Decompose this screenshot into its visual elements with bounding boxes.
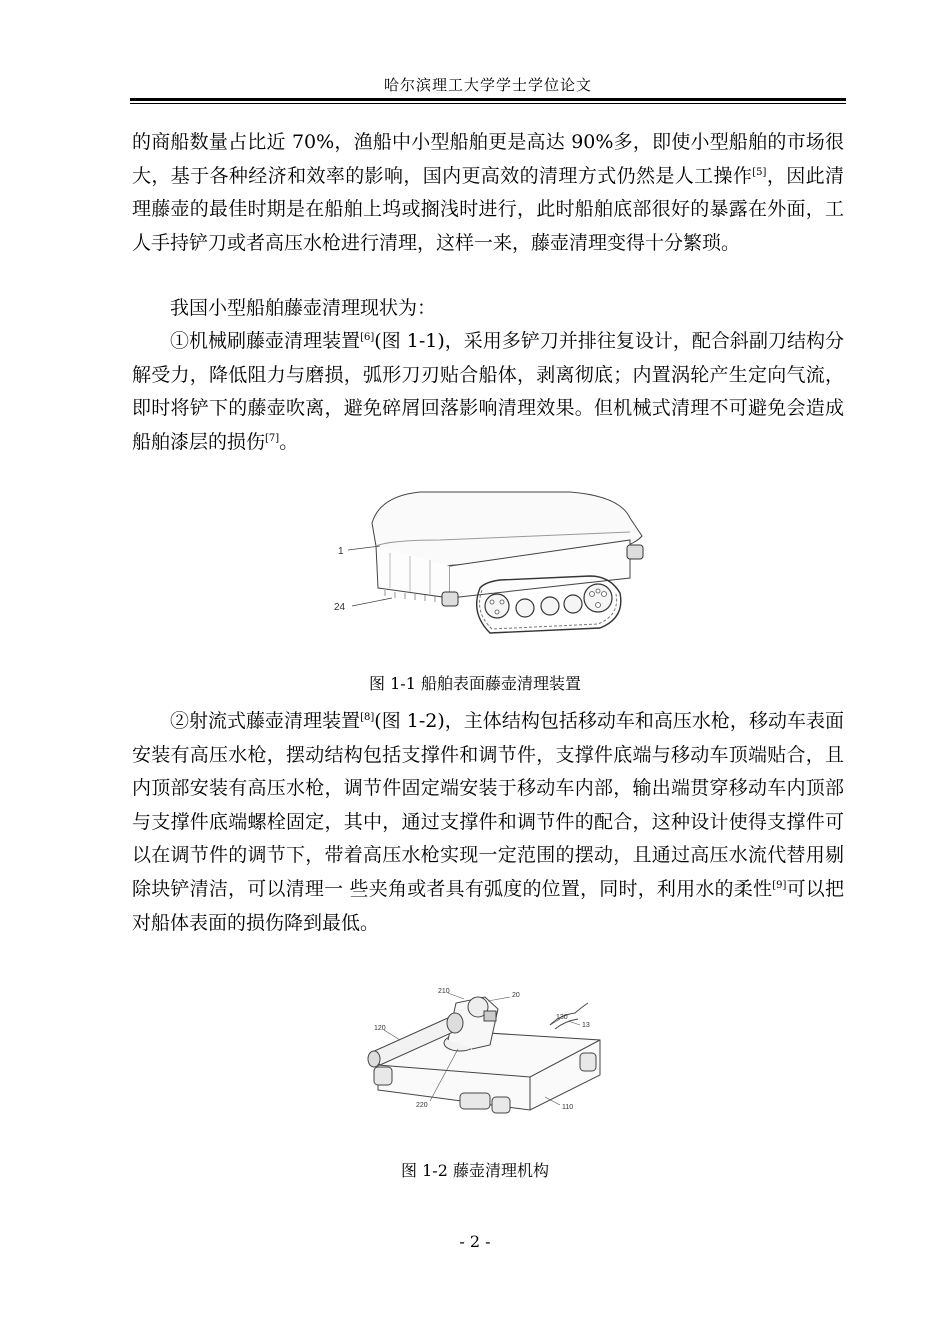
header-rule-thick xyxy=(130,98,846,101)
paragraph-1-text: 的商船数量占比近 70%，渔船中小型船舶更是高达 90%多，即使小型船舶的市场很大，基于各种经济和效率的影响，国内更高效的清理方式仍然是人工操作 xyxy=(132,131,844,187)
figure-1-2-mechanism-drawing xyxy=(360,985,610,1120)
paragraph-3 xyxy=(132,325,844,459)
paragraph-1-text-cont: ，因此清理藤壶的最佳时期是在船舶上坞或搁浅时进行，此时船舶底部很好的暴露在外面，工人手持铲刀或者高压水枪进行清理，这样一来，藤壶清理变得十分繁琐。 xyxy=(132,164,844,254)
paragraph-1 xyxy=(132,126,844,260)
figure-1-2-label-210: 210 xyxy=(438,988,450,995)
figure-1-2-label-130: 130 xyxy=(556,1014,568,1021)
citation-7: [7] xyxy=(265,432,280,444)
citation-6: [6] xyxy=(360,332,375,343)
figure-1-2-label-220: 220 xyxy=(416,1102,428,1109)
paragraph-4 xyxy=(132,705,844,940)
paragraph-3-text-cont: (图 1-1)，采用多铲刀并排往复设计，配合斜副刀结构分解受力，降低阻力与磨损，弧形刀刃贴合船体，剥离彻底；内置涡轮产生定向气流，即时将铲下的藤壶吹离，避免碎屑回落影响清理效果。但机械式清理不可避免会造成船舶漆层的损伤 xyxy=(132,330,844,453)
paragraph-4-text-end: 可以把对船体表面的损伤降到最低。 xyxy=(132,877,844,934)
page-number: - 2 - xyxy=(459,1232,491,1251)
header-rule-thin xyxy=(130,103,846,104)
figure-1-2-caption: 图 1-2 藤壶清理机构 xyxy=(401,1161,549,1180)
paragraph-4-text-cont: (图 1-2)，主体结构包括移动车和高压水枪，移动车表面安装有高压水枪，摆动结构包括支撑件和调节件，支撑件底端与移动车顶端贴合，且内顶部安装有高压水枪，调节件固定端安装于移动车内部，输出端贯穿移动车内顶部与支撑件底端螺栓固定，其中，通过支撑件和调节件的配合，这种设计使得支撑件可以在调节件的调节下，带着高压水枪实现一定范围的摆动，且通过高压水流代替用剔除块铲清洁，可以清理一 些夹角或者具有弧度的位置，同时，利用水的柔性 xyxy=(132,710,844,900)
figure-1-1-device-drawing xyxy=(330,488,660,648)
figure-1-1-caption: 图 1-1 船舶表面藤壶清理装置 xyxy=(369,674,581,693)
figure-1-2-label-13: 13 xyxy=(582,1022,590,1029)
figure-1-2-label-20: 20 xyxy=(512,992,520,999)
paragraph-2: 我国小型船舶藤壶清理现状为： xyxy=(170,297,437,319)
figure-1-2-label-120: 120 xyxy=(374,1025,386,1032)
figure-1-2-label-110: 110 xyxy=(562,1104,574,1111)
running-header: 哈尔滨理工大学学士学位论文 xyxy=(383,76,592,94)
paragraph-3-text-end: 。 xyxy=(279,430,299,453)
paragraph-3-text: ①机械刷藤壶清理装置 xyxy=(170,330,361,352)
citation-8: [8] xyxy=(360,712,375,723)
citation-9: [9] xyxy=(772,879,787,891)
citation-5: [5] xyxy=(752,166,767,178)
figure-1-1-label-1: 1 xyxy=(338,546,344,557)
figure-1-1-label-24: 24 xyxy=(334,602,346,613)
paragraph-4-text: ②射流式藤壶清理装置 xyxy=(170,710,361,732)
